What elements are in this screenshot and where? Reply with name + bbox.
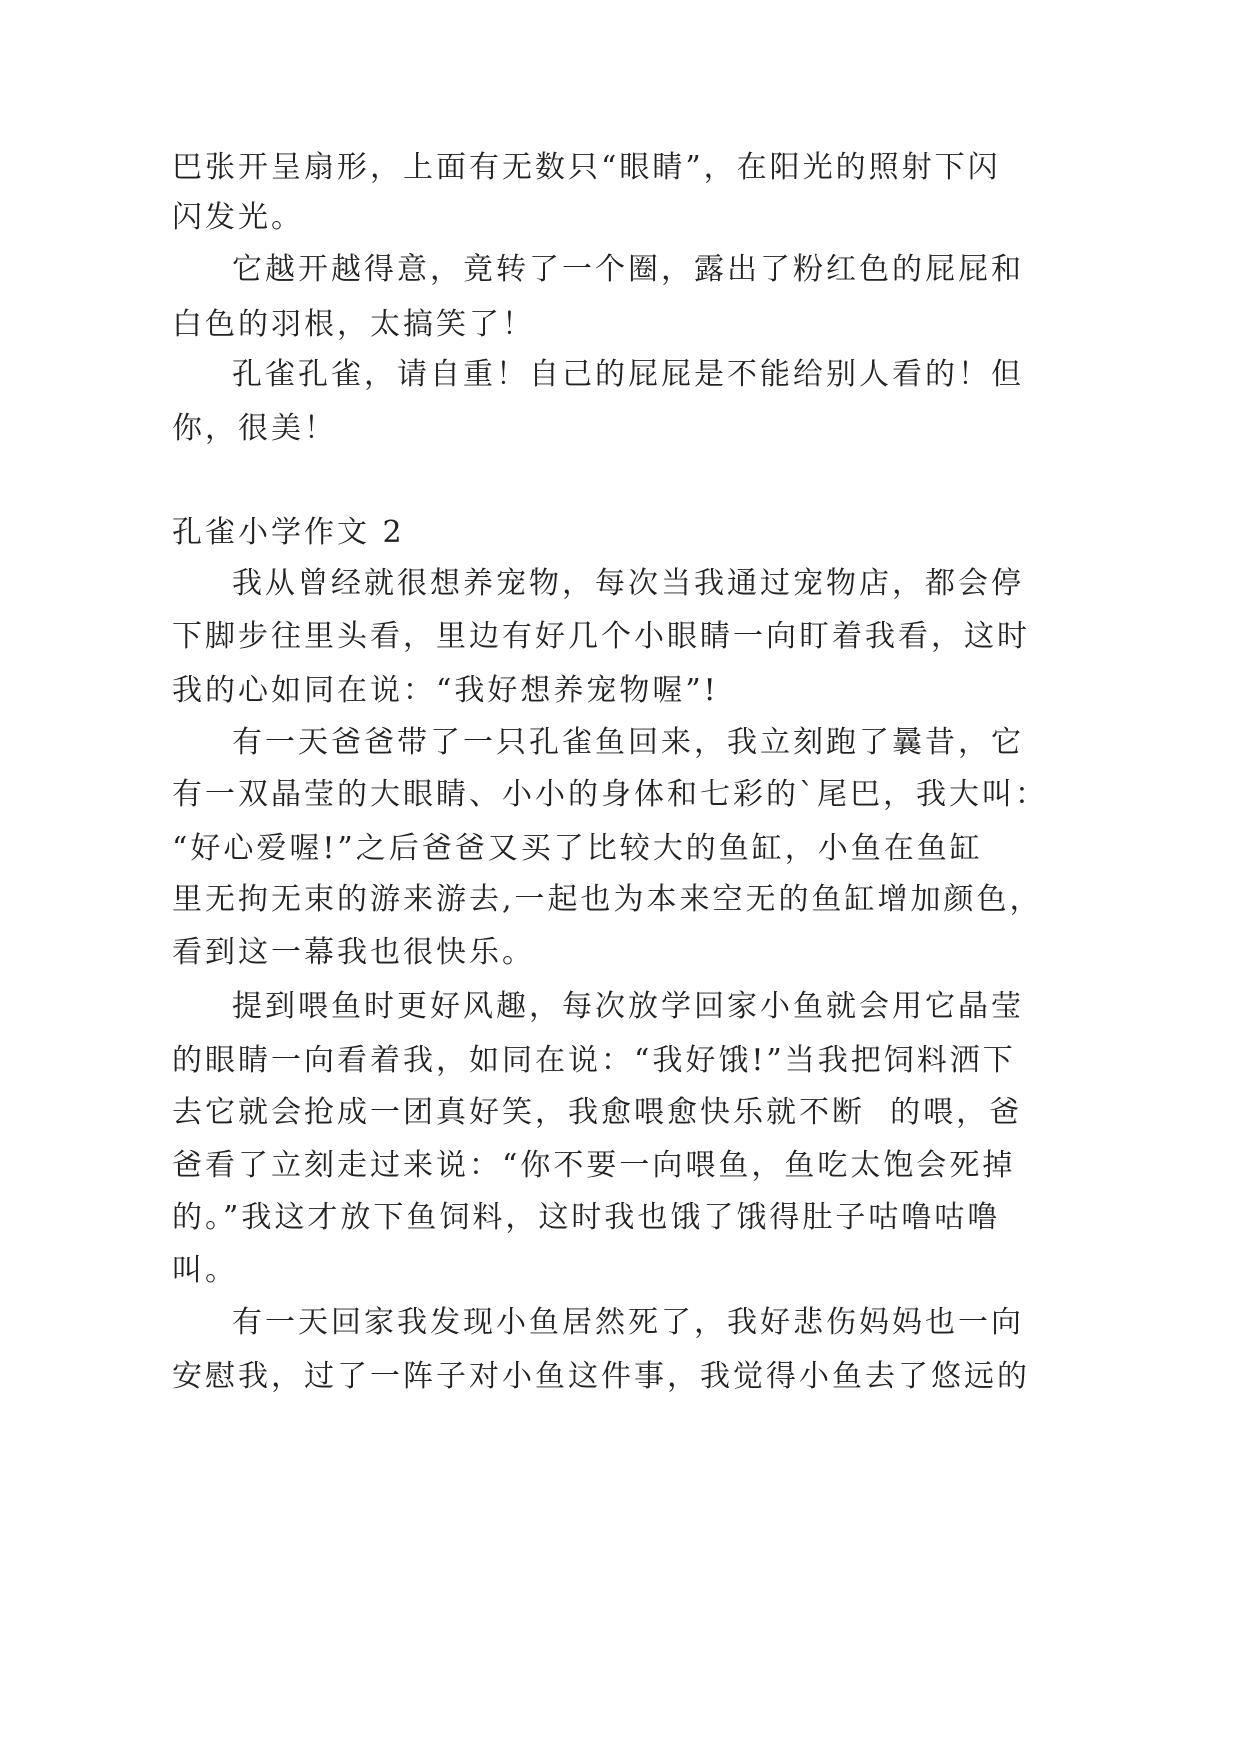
text-line: 它越开越得意，竟转了一个圈，露出了粉红色的屁屁和 bbox=[232, 252, 1024, 287]
text-line: 白色的羽根，太搞笑了！ bbox=[172, 307, 535, 342]
text-line: 的眼睛一向看着我，如同在说：“我好饿!”当我把饲料洒下 bbox=[172, 1043, 1016, 1078]
text-line: 里无拘无束的游来游去,一起也为本来空无的鱼缸增加颜色， bbox=[172, 882, 1043, 917]
text-line: 闪发光。 bbox=[172, 200, 304, 235]
text-line: 下脚步往里头看，里边有好几个小眼睛一向盯着我看，这时 bbox=[172, 619, 1030, 654]
text-line: 孔雀孔雀，请自重！自己的屁屁是不能给别人看的！但 bbox=[232, 357, 1024, 392]
text-line: 有一天回家我发现小鱼居然死了，我好悲伤妈妈也一向 bbox=[232, 1305, 1024, 1340]
text-line: 看到这一幕我也很快乐。 bbox=[172, 935, 535, 970]
text-line: 我的心如同在说：“我好想养宠物喔”! bbox=[172, 673, 719, 708]
text-line: 巴张开呈扇形，上面有无数只“眼睛”，在阳光的照射下闪 bbox=[172, 150, 1001, 185]
text-line: “好心爱喔!”之后爸爸又买了比较大的鱼缸，小鱼在鱼缸 bbox=[172, 831, 983, 866]
text-line: 叫。 bbox=[172, 1253, 238, 1288]
essay-title: 孔雀小学作文 2 bbox=[172, 515, 405, 550]
text-line: 提到喂鱼时更好风趣，每次放学回家小鱼就会用它晶莹 bbox=[232, 989, 1024, 1024]
text-line: 有一双晶莹的大眼睛、小小的身体和七彩的`尾巴，我大叫： bbox=[172, 777, 1048, 812]
text-line: 爸看了立刻走过来说：“你不要一向喂鱼，鱼吃太饱会死掉 bbox=[172, 1148, 1016, 1183]
text-line: 有一天爸爸带了一只孔雀鱼回来，我立刻跑了曩昔，它 bbox=[232, 725, 1024, 760]
text-line: 你，很美！ bbox=[172, 411, 337, 446]
text-line: 的。”我这才放下鱼饲料，这时我也饿了饿得肚子咕噜咕噜 bbox=[172, 1200, 1001, 1235]
text-line: 我从曾经就很想养宠物，每次当我通过宠物店，都会停 bbox=[232, 566, 1024, 601]
text-line: 去它就会抢成一团真好笑，我愈喂愈快乐就不断 的喂，爸 bbox=[172, 1095, 1023, 1130]
text-line: 安慰我，过了一阵子对小鱼这件事，我觉得小鱼去了悠远的 bbox=[172, 1359, 1030, 1394]
